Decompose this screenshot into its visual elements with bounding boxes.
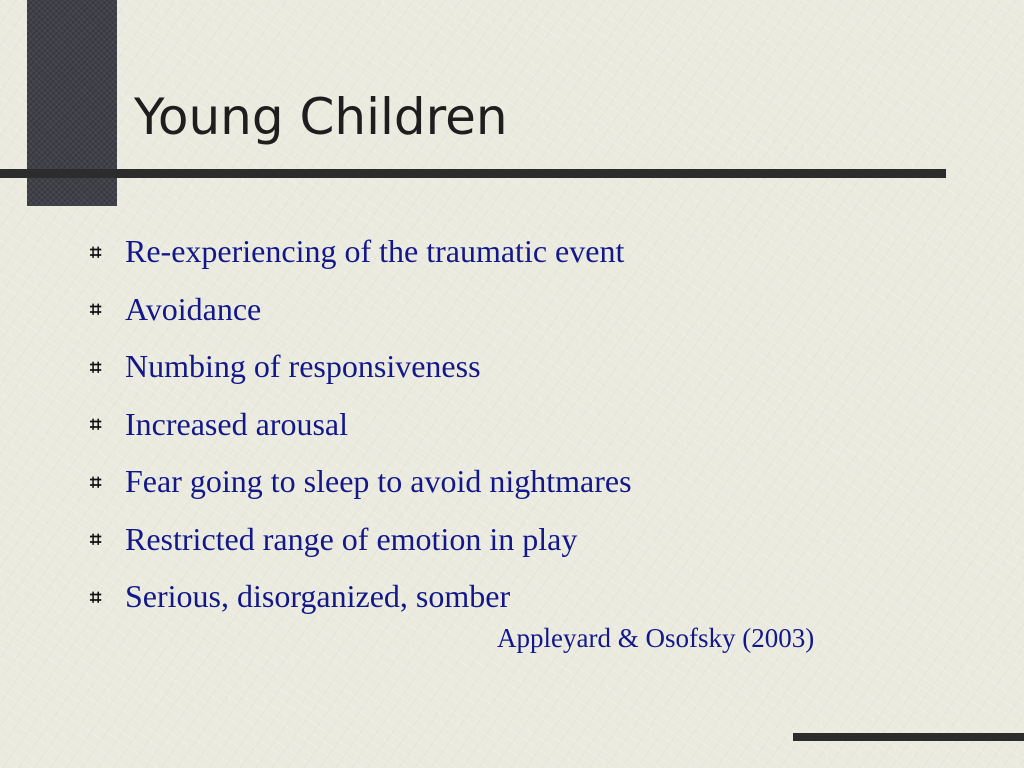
hash-bullet-icon: ⌗ [90, 527, 102, 552]
bullet-item [88, 453, 632, 511]
bullet-item [88, 223, 632, 281]
hash-bullet-icon: ⌗ [90, 584, 102, 609]
bullet-text: Numbing of responsiveness [125, 348, 481, 385]
bullet-text: Increased arousal [125, 405, 348, 442]
bullet-text: Avoidance [125, 290, 262, 327]
bullet-text: Restricted range of emotion in play [125, 520, 578, 557]
slide-title: Young Children [134, 88, 508, 146]
bullet-text: Serious, disorganized, somber [125, 578, 511, 615]
bullet-list [88, 223, 632, 626]
bullet-item [88, 568, 632, 626]
title-divider [0, 169, 946, 178]
hash-bullet-icon: ⌗ [90, 239, 102, 264]
hash-bullet-icon: ⌗ [90, 297, 102, 322]
hash-bullet-icon: ⌗ [90, 354, 102, 379]
bullet-item [88, 511, 632, 569]
footer-divider [793, 733, 1024, 741]
bullet-item [88, 396, 632, 454]
citation: Appleyard & Osofsky (2003) [497, 623, 815, 653]
bullet-text: Fear going to sleep to avoid nightmares [125, 463, 632, 500]
bullet-item [88, 338, 632, 396]
bullet-text: Re-experiencing of the traumatic event [125, 233, 625, 270]
bullet-item [88, 281, 632, 339]
hash-bullet-icon: ⌗ [90, 412, 102, 437]
hash-bullet-icon: ⌗ [90, 469, 102, 494]
